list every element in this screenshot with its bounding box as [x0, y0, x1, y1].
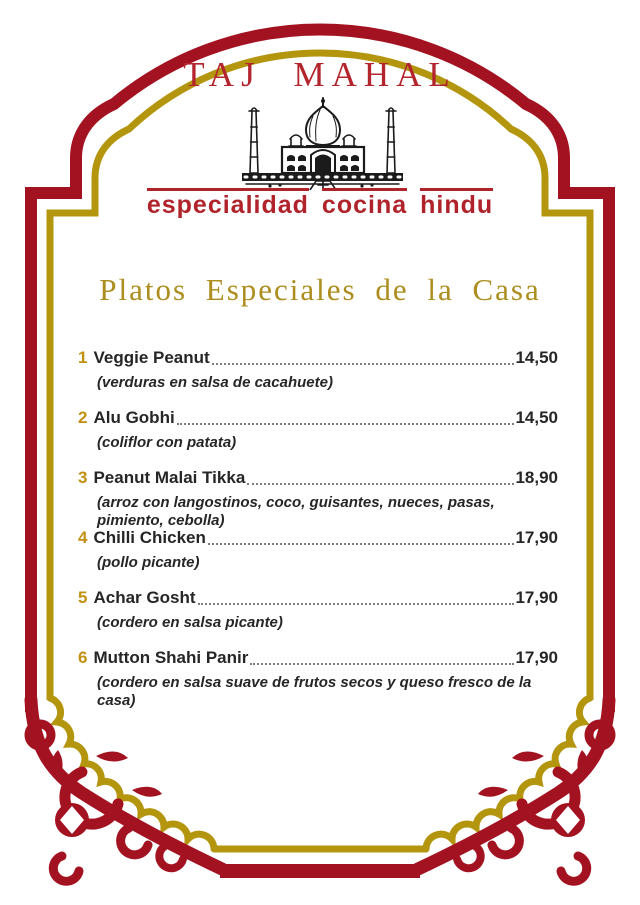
item-description: (arroz con langostinos, coco, guisantes, nueces, pasas, pimiento, cebolla)	[97, 494, 495, 529]
menu-item	[78, 346, 558, 406]
menu-item	[78, 466, 558, 529]
item-number: 2	[78, 408, 88, 427]
item-number: 6	[78, 648, 88, 667]
dotted-leader	[250, 663, 514, 665]
menu-item-row	[78, 346, 558, 370]
menu-item-row	[78, 526, 558, 550]
item-name: Chilli Chicken	[93, 528, 206, 547]
menu-item	[78, 406, 558, 466]
item-name: Achar Gosht	[93, 588, 196, 607]
menu-item	[78, 526, 558, 586]
item-name: Mutton Shahi Panir	[93, 648, 249, 667]
menu-item	[78, 586, 558, 646]
item-price: 17,90	[515, 528, 558, 547]
tagline-word: cocina	[322, 188, 407, 220]
item-price: 17,90	[515, 648, 558, 667]
restaurant-name: TAJ MAHAL	[183, 55, 457, 94]
dotted-leader	[212, 363, 515, 365]
item-price: 17,90	[515, 588, 558, 607]
item-price: 14,50	[515, 348, 558, 367]
item-number: 3	[78, 468, 88, 487]
item-name: Peanut Malai Tikka	[93, 468, 246, 487]
menu-item	[78, 646, 558, 709]
item-description: (cordero en salsa picante)	[97, 614, 283, 631]
item-name: Alu Gobhi	[93, 408, 175, 427]
bottom-left-flourish-icon	[29, 698, 222, 881]
menu-item-row	[78, 406, 558, 430]
menu-item-row	[78, 586, 558, 610]
item-price: 18,90	[515, 468, 558, 487]
item-price: 14,50	[515, 408, 558, 427]
menu-list	[78, 346, 558, 709]
item-name: Veggie Peanut	[93, 348, 210, 367]
item-description: (pollo picante)	[97, 554, 200, 571]
tagline-word: especialidad	[147, 188, 309, 220]
dotted-leader	[177, 423, 515, 425]
restaurant-tagline	[0, 188, 640, 220]
item-number: 5	[78, 588, 88, 607]
tagline-word: hindu	[420, 188, 493, 220]
dotted-leader	[198, 603, 515, 605]
menu-item-row	[78, 466, 558, 490]
taj-mahal-illustration-icon	[240, 95, 405, 190]
item-number: 4	[78, 528, 88, 547]
dotted-leader	[247, 483, 514, 485]
bottom-right-flourish-icon	[418, 698, 611, 881]
section-title: Platos Especiales de la Casa	[99, 272, 541, 307]
dotted-leader	[208, 543, 515, 545]
item-description: (cordero en salsa suave de frutos secos y queso fresco de la casa)	[97, 674, 532, 709]
item-description: (coliflor con patata)	[97, 434, 237, 451]
item-number: 1	[78, 348, 88, 367]
menu-item-row	[78, 646, 558, 670]
item-description: (verduras en salsa de cacahuete)	[97, 374, 333, 391]
